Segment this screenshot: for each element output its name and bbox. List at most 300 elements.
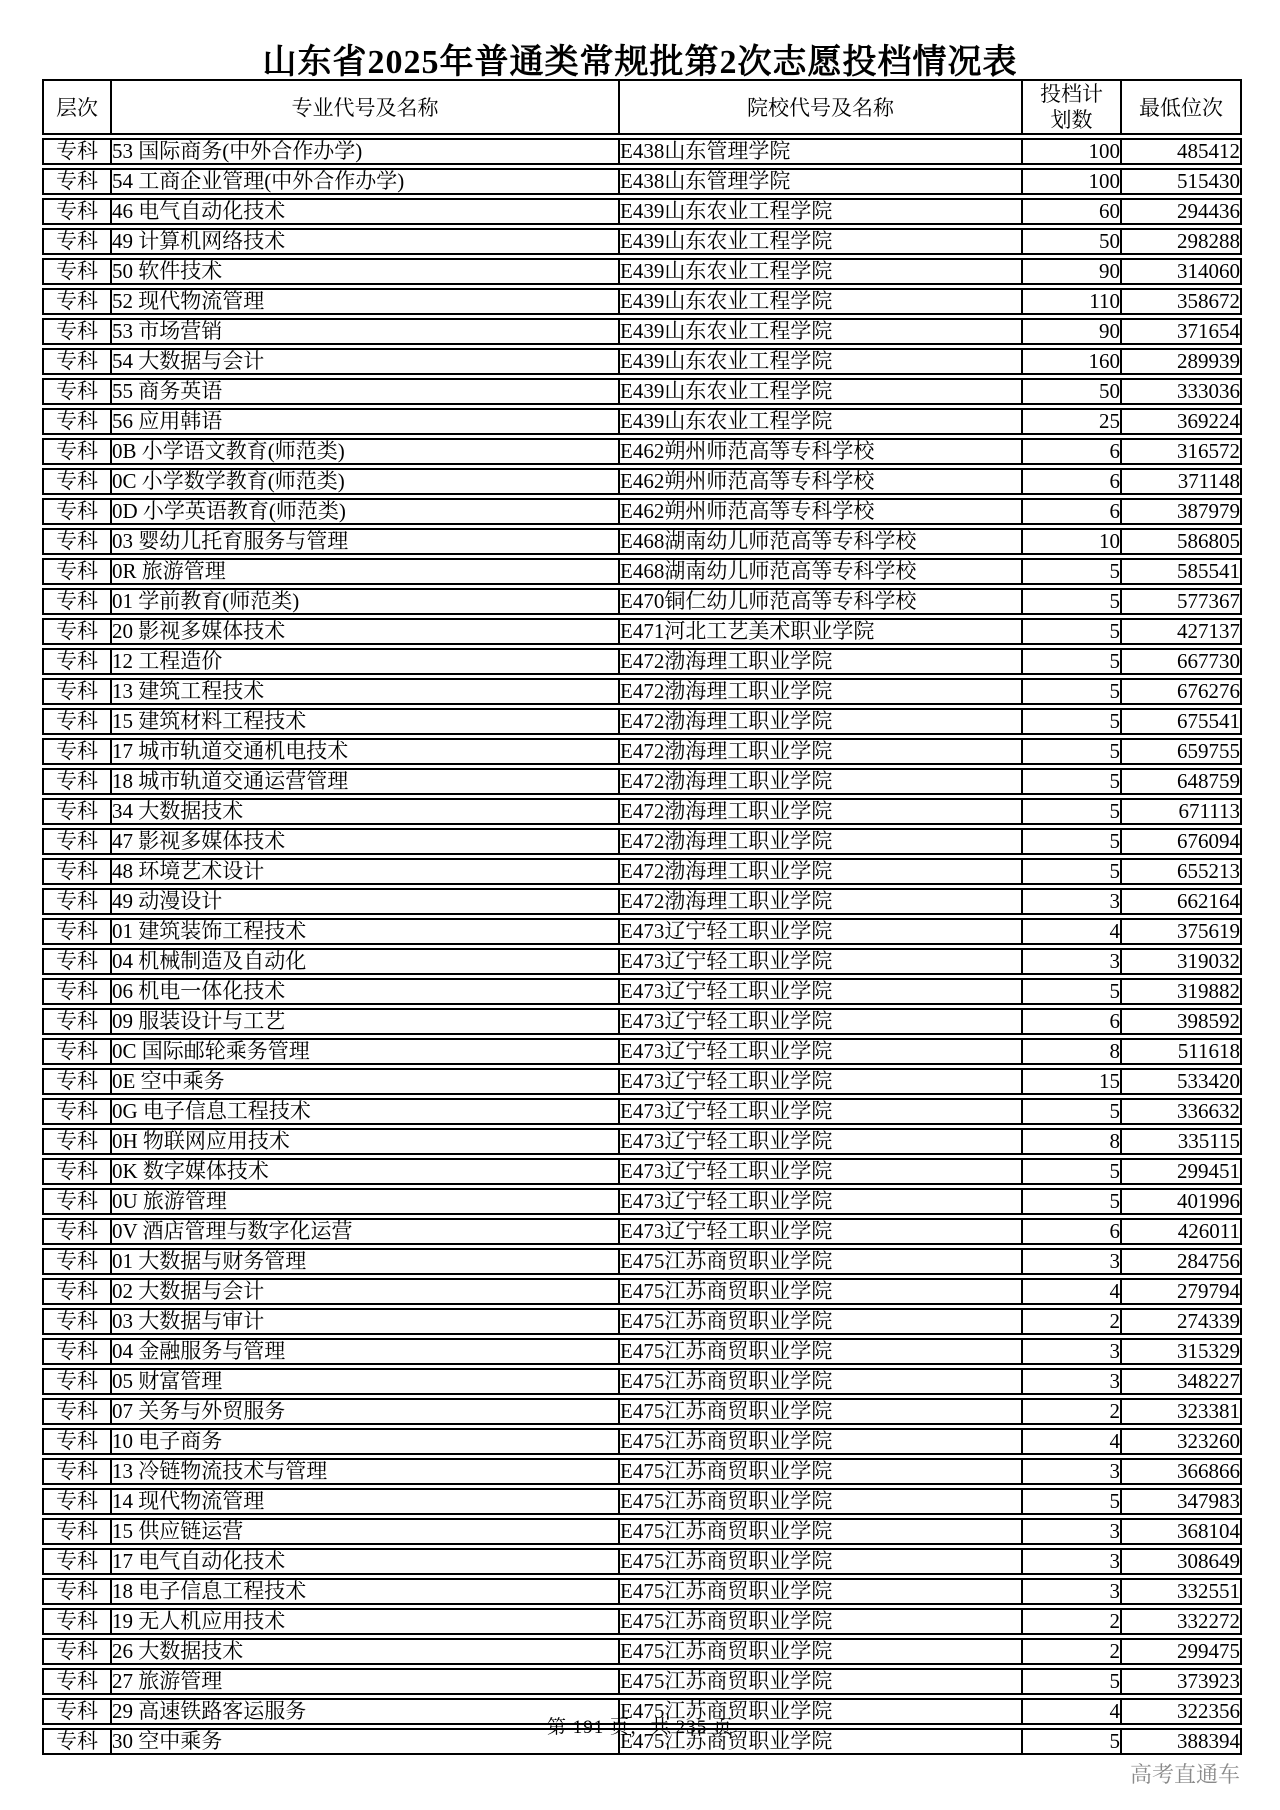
cell-college: E473辽宁轻工职业学院 [620,1008,1023,1035]
cell-level: 专科 [42,258,112,285]
cell-level: 专科 [42,828,112,855]
cell-rank: 659755 [1122,738,1242,765]
cell-plan: 110 [1023,288,1122,315]
cell-major: 29 高速铁路客运服务 [112,1698,620,1725]
cell-rank: 274339 [1122,1308,1242,1335]
cell-rank: 585541 [1122,558,1242,585]
cell-college: E475江苏商贸职业学院 [620,1578,1023,1605]
cell-rank: 308649 [1122,1548,1242,1575]
cell-college: E472渤海理工职业学院 [620,798,1023,825]
cell-plan: 5 [1023,1158,1122,1185]
cell-plan: 5 [1023,1188,1122,1215]
table-row [42,1098,1242,1125]
header-plan [1023,79,1122,135]
cell-major: 26 大数据技术 [112,1638,620,1665]
cell-rank: 298288 [1122,228,1242,255]
cell-rank: 577367 [1122,588,1242,615]
cell-level: 专科 [42,1248,112,1275]
cell-rank: 348227 [1122,1368,1242,1395]
cell-major: 14 现代物流管理 [112,1488,620,1515]
table-row [42,198,1242,225]
table-row [42,1518,1242,1545]
cell-rank: 586805 [1122,528,1242,555]
cell-plan: 90 [1023,258,1122,285]
cell-major: 01 大数据与财务管理 [112,1248,620,1275]
cell-level: 专科 [42,318,112,345]
cell-plan: 25 [1023,408,1122,435]
header-level: 层次 [42,79,112,135]
cell-college: E475江苏商贸职业学院 [620,1608,1023,1635]
cell-plan: 3 [1023,1368,1122,1395]
cell-level: 专科 [42,768,112,795]
table-row [42,1248,1242,1275]
cell-level: 专科 [42,1698,112,1725]
cell-plan: 5 [1023,858,1122,885]
cell-major: 0U 旅游管理 [112,1188,620,1215]
cell-plan: 3 [1023,1518,1122,1545]
cell-college: E439山东农业工程学院 [620,378,1023,405]
cell-rank: 315329 [1122,1338,1242,1365]
cell-level: 专科 [42,198,112,225]
cell-plan: 4 [1023,1698,1122,1725]
cell-level: 专科 [42,738,112,765]
cell-rank: 299451 [1122,1158,1242,1185]
cell-major: 18 城市轨道交通运营管理 [112,768,620,795]
cell-rank: 319032 [1122,948,1242,975]
cell-plan: 50 [1023,228,1122,255]
cell-rank: 333036 [1122,378,1242,405]
table-row [42,1008,1242,1035]
cell-plan: 5 [1023,1728,1122,1755]
cell-major: 13 冷链物流技术与管理 [112,1458,620,1485]
table-row [42,1218,1242,1245]
header-major: 专业代号及名称 [112,79,620,135]
cell-major: 49 动漫设计 [112,888,620,915]
table-row [42,228,1242,255]
cell-major: 30 空中乘务 [112,1728,620,1755]
table-row [42,1068,1242,1095]
table-row [42,1428,1242,1455]
cell-major: 04 机械制造及自动化 [112,948,620,975]
table-header [42,79,1242,135]
cell-major: 01 建筑装饰工程技术 [112,918,620,945]
cell-rank: 323260 [1122,1428,1242,1455]
cell-level: 专科 [42,1278,112,1305]
cell-level: 专科 [42,1128,112,1155]
table-row [42,1338,1242,1365]
cell-plan: 5 [1023,1488,1122,1515]
cell-college: E462朔州师范高等专科学校 [620,468,1023,495]
cell-plan: 5 [1023,768,1122,795]
cell-major: 03 大数据与审计 [112,1308,620,1335]
cell-college: E475江苏商贸职业学院 [620,1308,1023,1335]
cell-plan: 100 [1023,168,1122,195]
table-row [42,528,1242,555]
cell-level: 专科 [42,798,112,825]
cell-plan: 4 [1023,1428,1122,1455]
cell-level: 专科 [42,288,112,315]
table-row [42,1488,1242,1515]
table-row [42,258,1242,285]
table-row [42,948,1242,975]
cell-major: 34 大数据技术 [112,798,620,825]
cell-plan: 3 [1023,948,1122,975]
table-row [42,1368,1242,1395]
cell-rank: 667730 [1122,648,1242,675]
cell-major: 0G 电子信息工程技术 [112,1098,620,1125]
cell-plan: 4 [1023,918,1122,945]
cell-rank: 323381 [1122,1398,1242,1425]
cell-plan: 5 [1023,708,1122,735]
cell-college: E439山东农业工程学院 [620,228,1023,255]
cell-level: 专科 [42,1518,112,1545]
table-row [42,678,1242,705]
cell-plan: 5 [1023,618,1122,645]
cell-plan: 2 [1023,1638,1122,1665]
cell-rank: 294436 [1122,198,1242,225]
cell-plan: 5 [1023,978,1122,1005]
table-row [42,1038,1242,1065]
cell-rank: 369224 [1122,408,1242,435]
cell-plan: 6 [1023,468,1122,495]
table-row [42,768,1242,795]
cell-college: E470铜仁幼儿师范高等专科学校 [620,588,1023,615]
cell-level: 专科 [42,498,112,525]
cell-major: 56 应用韩语 [112,408,620,435]
cell-rank: 336632 [1122,1098,1242,1125]
cell-rank: 388394 [1122,1728,1242,1755]
cell-rank: 648759 [1122,768,1242,795]
cell-major: 0C 小学数学教育(师范类) [112,468,620,495]
cell-college: E462朔州师范高等专科学校 [620,498,1023,525]
table-body [42,138,1242,1755]
table-row [42,888,1242,915]
cell-plan: 6 [1023,498,1122,525]
cell-major: 55 商务英语 [112,378,620,405]
cell-college: E473辽宁轻工职业学院 [620,1188,1023,1215]
cell-college: E439山东农业工程学院 [620,318,1023,345]
cell-major: 52 现代物流管理 [112,288,620,315]
cell-major: 20 影视多媒体技术 [112,618,620,645]
table-row [42,498,1242,525]
cell-level: 专科 [42,168,112,195]
header-rank: 最低位次 [1122,79,1242,135]
table-row [42,1608,1242,1635]
table-row [42,1458,1242,1485]
cell-major: 15 建筑材料工程技术 [112,708,620,735]
cell-level: 专科 [42,1218,112,1245]
cell-rank: 289939 [1122,348,1242,375]
cell-college: E475江苏商贸职业学院 [620,1668,1023,1695]
cell-rank: 398592 [1122,1008,1242,1035]
cell-plan: 90 [1023,318,1122,345]
table-row [42,438,1242,465]
cell-major: 04 金融服务与管理 [112,1338,620,1365]
cell-major: 48 环境艺术设计 [112,858,620,885]
cell-major: 07 关务与外贸服务 [112,1398,620,1425]
cell-college: E468湖南幼儿师范高等专科学校 [620,528,1023,555]
cell-plan: 5 [1023,558,1122,585]
cell-college: E472渤海理工职业学院 [620,858,1023,885]
cell-level: 专科 [42,1638,112,1665]
table-row [42,738,1242,765]
cell-major: 15 供应链运营 [112,1518,620,1545]
cell-level: 专科 [42,1338,112,1365]
table-row [42,1308,1242,1335]
cell-college: E475江苏商贸职业学院 [620,1698,1023,1725]
table-row [42,978,1242,1005]
cell-level: 专科 [42,138,112,165]
cell-college: E472渤海理工职业学院 [620,768,1023,795]
cell-college: E439山东农业工程学院 [620,258,1023,285]
cell-rank: 485412 [1122,138,1242,165]
cell-college: E475江苏商贸职业学院 [620,1428,1023,1455]
cell-college: E473辽宁轻工职业学院 [620,1218,1023,1245]
cell-level: 专科 [42,1548,112,1575]
cell-plan: 2 [1023,1398,1122,1425]
cell-plan: 6 [1023,438,1122,465]
cell-plan: 15 [1023,1068,1122,1095]
cell-college: E475江苏商贸职业学院 [620,1548,1023,1575]
cell-college: E475江苏商贸职业学院 [620,1518,1023,1545]
cell-level: 专科 [42,378,112,405]
cell-college: E473辽宁轻工职业学院 [620,1158,1023,1185]
cell-major: 27 旅游管理 [112,1668,620,1695]
cell-rank: 427137 [1122,618,1242,645]
cell-college: E472渤海理工职业学院 [620,738,1023,765]
cell-level: 专科 [42,1458,112,1485]
table-row [42,618,1242,645]
table-row [42,318,1242,345]
cell-level: 专科 [42,558,112,585]
cell-plan: 3 [1023,888,1122,915]
table-row [42,1638,1242,1665]
cell-college: E475江苏商贸职业学院 [620,1398,1023,1425]
table-row [42,408,1242,435]
cell-level: 专科 [42,1728,112,1755]
cell-plan: 5 [1023,798,1122,825]
cell-college: E475江苏商贸职业学院 [620,1368,1023,1395]
cell-college: E475江苏商贸职业学院 [620,1458,1023,1485]
cell-rank: 332272 [1122,1608,1242,1635]
cell-rank: 675541 [1122,708,1242,735]
cell-college: E473辽宁轻工职业学院 [620,1068,1023,1095]
cell-college: E439山东农业工程学院 [620,288,1023,315]
cell-major: 0C 国际邮轮乘务管理 [112,1038,620,1065]
cell-college: E462朔州师范高等专科学校 [620,438,1023,465]
cell-plan: 5 [1023,648,1122,675]
table-row [42,1398,1242,1425]
cell-college: E475江苏商贸职业学院 [620,1248,1023,1275]
cell-major: 0B 小学语文教育(师范类) [112,438,620,465]
cell-level: 专科 [42,888,112,915]
cell-major: 02 大数据与会计 [112,1278,620,1305]
cell-plan: 2 [1023,1608,1122,1635]
table-row [42,378,1242,405]
cell-level: 专科 [42,918,112,945]
cell-rank: 284756 [1122,1248,1242,1275]
cell-rank: 319882 [1122,978,1242,1005]
cell-rank: 316572 [1122,438,1242,465]
cell-plan: 5 [1023,738,1122,765]
cell-major: 0E 空中乘务 [112,1068,620,1095]
cell-college: E473辽宁轻工职业学院 [620,1038,1023,1065]
cell-level: 专科 [42,1368,112,1395]
table-row [42,288,1242,315]
cell-rank: 533420 [1122,1068,1242,1095]
cell-college: E475江苏商贸职业学院 [620,1728,1023,1755]
cell-plan: 3 [1023,1548,1122,1575]
table-row [42,588,1242,615]
cell-plan: 4 [1023,1278,1122,1305]
cell-major: 46 电气自动化技术 [112,198,620,225]
table-row [42,468,1242,495]
cell-college: E473辽宁轻工职业学院 [620,1098,1023,1125]
table-row [42,1578,1242,1605]
table-row [42,858,1242,885]
cell-rank: 299475 [1122,1638,1242,1665]
cell-major: 18 电子信息工程技术 [112,1578,620,1605]
table-row [42,1668,1242,1695]
cell-major: 0D 小学英语教育(师范类) [112,498,620,525]
cell-level: 专科 [42,348,112,375]
cell-college: E475江苏商贸职业学院 [620,1488,1023,1515]
cell-college: E472渤海理工职业学院 [620,888,1023,915]
cell-level: 专科 [42,1608,112,1635]
cell-college: E439山东农业工程学院 [620,348,1023,375]
cell-rank: 662164 [1122,888,1242,915]
cell-major: 50 软件技术 [112,258,620,285]
cell-college: E475江苏商贸职业学院 [620,1278,1023,1305]
table-row [42,798,1242,825]
table-row [42,168,1242,195]
cell-college: E439山东农业工程学院 [620,198,1023,225]
cell-major: 0K 数字媒体技术 [112,1158,620,1185]
cell-rank: 322356 [1122,1698,1242,1725]
cell-major: 0R 旅游管理 [112,558,620,585]
table-row [42,708,1242,735]
table-row [42,138,1242,165]
cell-plan: 6 [1023,1218,1122,1245]
table-row [42,1188,1242,1215]
cell-level: 专科 [42,1038,112,1065]
cell-rank: 401996 [1122,1188,1242,1215]
cell-level: 专科 [42,948,112,975]
cell-rank: 279794 [1122,1278,1242,1305]
cell-rank: 426011 [1122,1218,1242,1245]
cell-rank: 368104 [1122,1518,1242,1545]
cell-level: 专科 [42,1488,112,1515]
cell-major: 06 机电一体化技术 [112,978,620,1005]
table-row [42,1128,1242,1155]
table-row [42,1278,1242,1305]
cell-major: 0H 物联网应用技术 [112,1128,620,1155]
cell-plan: 5 [1023,1668,1122,1695]
cell-college: E472渤海理工职业学院 [620,648,1023,675]
cell-college: E473辽宁轻工职业学院 [620,978,1023,1005]
cell-college: E473辽宁轻工职业学院 [620,918,1023,945]
cell-rank: 373923 [1122,1668,1242,1695]
header-row [42,79,1242,135]
cell-rank: 347983 [1122,1488,1242,1515]
cell-level: 专科 [42,858,112,885]
cell-rank: 371148 [1122,468,1242,495]
cell-plan: 8 [1023,1038,1122,1065]
header-plan-label: 投档计划数 [1040,82,1103,132]
cell-major: 09 服装设计与工艺 [112,1008,620,1035]
cell-level: 专科 [42,618,112,645]
cell-college: E473辽宁轻工职业学院 [620,1128,1023,1155]
cell-plan: 3 [1023,1338,1122,1365]
cell-major: 17 城市轨道交通机电技术 [112,738,620,765]
cell-rank: 511618 [1122,1038,1242,1065]
cell-plan: 100 [1023,138,1122,165]
cell-level: 专科 [42,1068,112,1095]
cell-level: 专科 [42,1308,112,1335]
table-row [42,1158,1242,1185]
cell-level: 专科 [42,1008,112,1035]
cell-major: 53 市场营销 [112,318,620,345]
cell-plan: 8 [1023,1128,1122,1155]
cell-plan: 60 [1023,198,1122,225]
cell-level: 专科 [42,438,112,465]
cell-level: 专科 [42,408,112,435]
cell-level: 专科 [42,1098,112,1125]
cell-rank: 371654 [1122,318,1242,345]
cell-plan: 10 [1023,528,1122,555]
cell-major: 49 计算机网络技术 [112,228,620,255]
table-row [42,348,1242,375]
cell-plan: 5 [1023,828,1122,855]
cell-rank: 676094 [1122,828,1242,855]
cell-rank: 335115 [1122,1128,1242,1155]
cell-plan: 5 [1023,678,1122,705]
cell-rank: 332551 [1122,1578,1242,1605]
cell-college: E471河北工艺美术职业学院 [620,618,1023,645]
cell-college: E475江苏商贸职业学院 [620,1638,1023,1665]
cell-level: 专科 [42,1578,112,1605]
cell-level: 专科 [42,228,112,255]
cell-level: 专科 [42,1188,112,1215]
cell-level: 专科 [42,648,112,675]
cell-rank: 366866 [1122,1458,1242,1485]
cell-major: 0V 酒店管理与数字化运营 [112,1218,620,1245]
cell-plan: 5 [1023,1098,1122,1125]
cell-college: E473辽宁轻工职业学院 [620,948,1023,975]
cell-major: 01 学前教育(师范类) [112,588,620,615]
cell-college: E468湖南幼儿师范高等专科学校 [620,558,1023,585]
header-college: 院校代号及名称 [620,79,1023,135]
cell-rank: 314060 [1122,258,1242,285]
cell-rank: 515430 [1122,168,1242,195]
cell-rank: 358672 [1122,288,1242,315]
cell-rank: 655213 [1122,858,1242,885]
cell-level: 专科 [42,678,112,705]
cell-major: 53 国际商务(中外合作办学) [112,138,620,165]
cell-major: 10 电子商务 [112,1428,620,1455]
cell-major: 13 建筑工程技术 [112,678,620,705]
admission-table [42,76,1242,1758]
cell-level: 专科 [42,1158,112,1185]
cell-plan: 5 [1023,588,1122,615]
cell-major: 17 电气自动化技术 [112,1548,620,1575]
table-row [42,558,1242,585]
cell-major: 05 财富管理 [112,1368,620,1395]
page-title: 山东省2025年普通类常规批第2次志愿投档情况表 [262,44,1018,81]
cell-major: 03 婴幼儿托育服务与管理 [112,528,620,555]
cell-rank: 387979 [1122,498,1242,525]
table-row [42,1548,1242,1575]
